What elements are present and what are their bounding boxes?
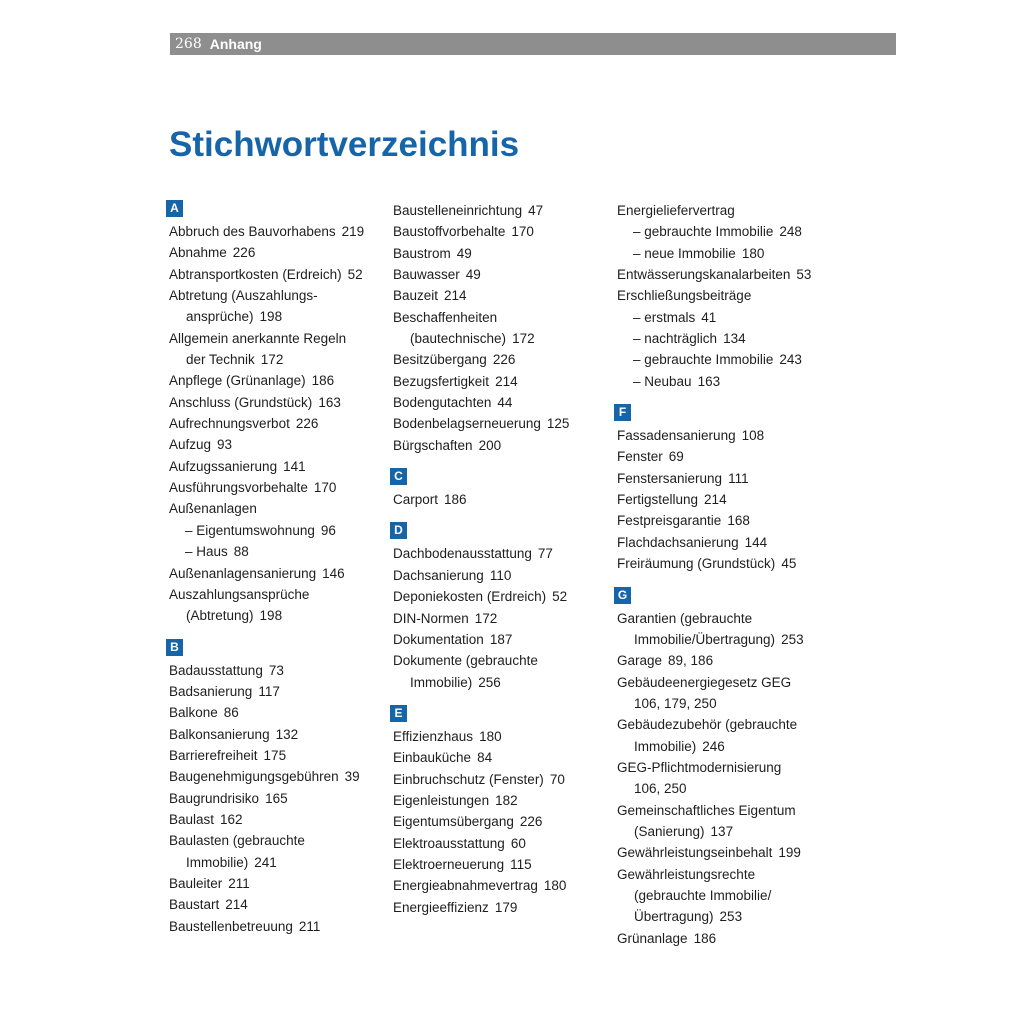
entry-term: Abtretung (Auszahlungs- bbox=[169, 288, 318, 304]
entry-term: Immobilie) bbox=[410, 674, 473, 690]
entry-pages: 39 bbox=[344, 769, 360, 785]
index-entry bbox=[166, 916, 386, 937]
entry-term: Energieabnahmevertrag bbox=[393, 878, 538, 894]
index-entry bbox=[166, 809, 386, 830]
index-entry bbox=[614, 532, 834, 553]
entry-term: Dachsanierung bbox=[393, 567, 484, 583]
index-column-2 bbox=[390, 200, 610, 918]
entry-term: Baugrundrisiko bbox=[169, 790, 260, 806]
entry-pages: 168 bbox=[727, 513, 750, 529]
entry-term: Besitzübergang bbox=[393, 352, 487, 368]
entry-term: Bodengutachten bbox=[393, 395, 492, 411]
index-entry bbox=[166, 221, 386, 242]
entry-term: Abbruch des Bauvorhabens bbox=[169, 224, 336, 239]
entry-term: Außenanlagensanierung bbox=[169, 565, 317, 581]
entry-pages: 241 bbox=[254, 854, 277, 870]
entry-term: der Technik bbox=[186, 352, 255, 368]
entry-pages: 180 bbox=[741, 245, 765, 261]
index-entry bbox=[614, 553, 834, 574]
index-group bbox=[390, 468, 610, 510]
entry-term: Übertragung) bbox=[634, 909, 714, 925]
entry-term: Bezugsfertigkeit bbox=[393, 373, 490, 389]
index-entry bbox=[390, 371, 610, 392]
entry-term: Dokumente (gebrauchte bbox=[393, 653, 538, 669]
entry-term: Garage bbox=[617, 653, 663, 669]
entry-term: GEG-Pflichtmodernisierung bbox=[617, 759, 782, 775]
entry-term: (gebrauchte Immobilie/ bbox=[634, 887, 772, 903]
index-entry bbox=[166, 413, 386, 434]
entry-pages: 77 bbox=[537, 546, 553, 562]
entry-term: Allgemein anerkannte Regeln bbox=[169, 330, 347, 346]
index-entry bbox=[390, 264, 610, 285]
entry-term: (Abtretung) bbox=[186, 608, 254, 624]
index-entry bbox=[614, 693, 834, 714]
index-column-1 bbox=[166, 200, 386, 937]
entry-term: Erschließungsbeiträge bbox=[617, 288, 752, 304]
entry-pages: 187 bbox=[489, 631, 513, 647]
entry-pages: 199 bbox=[778, 845, 801, 861]
entry-pages: 186 bbox=[311, 373, 335, 389]
entry-pages: 179 bbox=[494, 899, 518, 915]
index-entry bbox=[390, 349, 610, 370]
entry-term: Anpflege (Grünanlage) bbox=[169, 373, 306, 389]
entry-pages: 49 bbox=[456, 245, 472, 261]
entry-term: Elektroerneuerung bbox=[393, 856, 505, 872]
index-entry bbox=[390, 811, 610, 832]
index-entry bbox=[390, 854, 610, 875]
entry-pages: 47 bbox=[528, 203, 544, 218]
entry-term: – gebrauchte Immobilie bbox=[633, 352, 774, 368]
entry-pages: 170 bbox=[511, 224, 534, 240]
entry-pages: 108 bbox=[741, 428, 765, 444]
entry-pages: 146 bbox=[322, 565, 345, 581]
entry-pages: 88 bbox=[233, 544, 249, 560]
entry-pages: 41 bbox=[701, 309, 717, 325]
entry-term: Außenanlagen bbox=[169, 501, 257, 517]
entry-pages: 117 bbox=[258, 683, 280, 699]
entry-term: Elektroausstattung bbox=[393, 835, 505, 851]
entry-pages: 44 bbox=[497, 395, 513, 411]
index-entry bbox=[614, 757, 834, 778]
entry-pages: 163 bbox=[318, 394, 341, 410]
index-entry bbox=[390, 413, 610, 434]
entry-term: Aufrechnungsverbot bbox=[169, 416, 290, 432]
entry-pages: 186 bbox=[693, 930, 717, 946]
entry-term: Festpreisgarantie bbox=[617, 513, 722, 529]
entry-term: Gebäudezubehör (gebrauchte bbox=[617, 717, 798, 733]
entry-term: Bürgschaften bbox=[393, 437, 473, 453]
index-entry bbox=[390, 200, 610, 221]
index-entry bbox=[166, 788, 386, 809]
index-entry bbox=[166, 766, 386, 787]
entry-term: Baustellenbetreuung bbox=[169, 918, 293, 934]
entry-pages: 253 bbox=[781, 631, 804, 647]
index-entry bbox=[166, 264, 386, 285]
index-entry bbox=[166, 873, 386, 894]
index-entry bbox=[614, 425, 834, 446]
index-entry bbox=[614, 200, 834, 221]
index-entry bbox=[614, 468, 834, 489]
index-entry bbox=[390, 285, 610, 306]
entry-pages: 52 bbox=[552, 589, 568, 605]
index-entry bbox=[390, 543, 610, 564]
entry-term: Fenster bbox=[617, 449, 663, 465]
index-group bbox=[390, 705, 610, 918]
entry-term: Fenstersanierung bbox=[617, 470, 723, 486]
entry-term: – nachträglich bbox=[633, 331, 718, 347]
index-column-3 bbox=[614, 200, 834, 949]
index-group bbox=[614, 200, 834, 392]
index-entry bbox=[166, 306, 386, 327]
entry-pages: 115 bbox=[510, 856, 532, 872]
entry-pages: 106, 250 bbox=[634, 781, 687, 797]
entry-term: Baulast bbox=[169, 811, 215, 827]
index-entry bbox=[614, 608, 834, 629]
entry-pages: 214 bbox=[444, 288, 467, 304]
entry-pages: 49 bbox=[465, 267, 481, 283]
index-entry bbox=[166, 242, 386, 263]
entry-term: – Eigentumswohnung bbox=[185, 522, 315, 538]
index-entry bbox=[614, 736, 834, 757]
entry-term: Fertigstellung bbox=[617, 492, 699, 508]
entry-term: DIN-Normen bbox=[393, 610, 469, 626]
index-entry bbox=[166, 852, 386, 873]
entry-pages: 144 bbox=[744, 534, 768, 550]
index-entry bbox=[390, 650, 610, 671]
entry-pages: 186 bbox=[444, 492, 467, 508]
entry-term: Garantien (gebrauchte bbox=[617, 610, 753, 626]
entry-term: Baustart bbox=[169, 897, 220, 913]
index-entry bbox=[614, 864, 834, 885]
entry-term: Eigenleistungen bbox=[393, 792, 490, 808]
letter-heading: C bbox=[390, 468, 407, 485]
index-entry bbox=[166, 563, 386, 584]
entry-term: Ausführungsvorbehalte bbox=[169, 480, 308, 496]
entry-pages: 73 bbox=[268, 662, 284, 678]
entry-term: Immobilie/Übertragung) bbox=[634, 631, 776, 647]
entry-term: Baugenehmigungsgebühren bbox=[169, 769, 339, 785]
entry-pages: 60 bbox=[510, 835, 526, 851]
index-entry bbox=[166, 285, 386, 306]
entry-term: Baustoffvorbehalte bbox=[393, 224, 506, 240]
index-entry bbox=[166, 520, 386, 541]
index-entry bbox=[390, 307, 610, 328]
entry-term: Aufzugssanierung bbox=[169, 458, 278, 474]
entry-term: Balkone bbox=[169, 705, 218, 721]
index-entry bbox=[390, 875, 610, 896]
index-group bbox=[390, 200, 610, 456]
entry-term: Baustelleneinrichtung bbox=[393, 203, 523, 218]
entry-term: Fassadensanierung bbox=[617, 428, 736, 444]
entry-pages: 198 bbox=[259, 608, 283, 624]
running-header bbox=[170, 33, 896, 55]
index-entry bbox=[614, 885, 834, 906]
entry-pages: 219 bbox=[341, 224, 365, 239]
entry-pages: 45 bbox=[781, 556, 797, 572]
entry-term: (bautechnische) bbox=[410, 331, 507, 347]
entry-pages: 226 bbox=[519, 814, 543, 830]
entry-term: Energieliefervertrag bbox=[617, 203, 735, 218]
entry-term: Badausstattung bbox=[169, 662, 263, 678]
index-entry bbox=[166, 498, 386, 519]
entry-term: Entwässerungskanalarbeiten bbox=[617, 267, 791, 283]
entry-term: Abtransportkosten (Erdreich) bbox=[169, 266, 342, 282]
entry-pages: 211 bbox=[228, 875, 250, 891]
entry-pages: 170 bbox=[313, 480, 337, 496]
index-group bbox=[390, 522, 610, 692]
entry-pages: 198 bbox=[259, 309, 283, 325]
index-entry bbox=[166, 477, 386, 498]
entry-term: Bauwasser bbox=[393, 267, 460, 283]
letter-heading: G bbox=[614, 587, 631, 604]
entry-pages: 106, 179, 250 bbox=[634, 695, 717, 711]
entry-pages: 248 bbox=[779, 224, 802, 240]
index-entry bbox=[614, 489, 834, 510]
index-entry bbox=[166, 456, 386, 477]
entry-pages: 253 bbox=[719, 909, 743, 925]
index-entry bbox=[166, 681, 386, 702]
entry-pages: 86 bbox=[223, 705, 239, 721]
entry-term: Bauzeit bbox=[393, 288, 439, 304]
index-entry bbox=[614, 928, 834, 949]
letter-heading: B bbox=[166, 639, 183, 656]
index-entry bbox=[614, 821, 834, 842]
entry-pages: 214 bbox=[495, 373, 518, 389]
index-entry bbox=[614, 264, 834, 285]
index-entry bbox=[614, 650, 834, 671]
letter-heading: A bbox=[166, 200, 183, 217]
index-entry bbox=[390, 243, 610, 264]
entry-pages: 93 bbox=[217, 437, 233, 453]
entry-term: Baulasten (gebrauchte bbox=[169, 833, 305, 849]
index-entry bbox=[390, 489, 610, 510]
index-entry bbox=[166, 328, 386, 349]
index-entry bbox=[614, 629, 834, 650]
index-entry bbox=[614, 446, 834, 467]
index-entry bbox=[390, 726, 610, 747]
letter-heading: E bbox=[390, 705, 407, 722]
index-entry bbox=[614, 842, 834, 863]
entry-term: Energieeffizienz bbox=[393, 899, 489, 915]
entry-term: (Sanierung) bbox=[634, 823, 705, 839]
index-entry bbox=[390, 769, 610, 790]
entry-pages: 111 bbox=[728, 470, 749, 486]
index-entry bbox=[166, 830, 386, 851]
index-entry bbox=[390, 833, 610, 854]
entry-pages: 243 bbox=[779, 352, 802, 368]
entry-term: Einbauküche bbox=[393, 750, 472, 766]
index-entry bbox=[614, 672, 834, 693]
index-entry bbox=[614, 285, 834, 306]
index-entry bbox=[390, 897, 610, 918]
entry-pages: 137 bbox=[710, 823, 734, 839]
entry-pages: 256 bbox=[478, 674, 501, 690]
index-entry bbox=[390, 790, 610, 811]
index-entry bbox=[166, 605, 386, 626]
entry-pages: 200 bbox=[478, 437, 502, 453]
index-group bbox=[614, 587, 834, 950]
entry-term: Freiräumung (Grundstück) bbox=[617, 556, 776, 572]
entry-pages: 226 bbox=[232, 245, 256, 261]
index-entry bbox=[614, 778, 834, 799]
index-entry bbox=[390, 392, 610, 413]
index-entry bbox=[614, 349, 834, 370]
entry-pages: 180 bbox=[479, 728, 502, 744]
index-entry bbox=[166, 370, 386, 391]
entry-term: Effizienzhaus bbox=[393, 728, 474, 744]
entry-pages: 132 bbox=[275, 726, 299, 742]
index-entry bbox=[166, 434, 386, 455]
entry-term: Immobilie) bbox=[634, 738, 697, 754]
entry-pages: 175 bbox=[263, 747, 287, 763]
entry-term: Immobilie) bbox=[186, 854, 249, 870]
index-entry bbox=[390, 747, 610, 768]
index-entry bbox=[166, 541, 386, 562]
entry-term: Gemeinschaftliches Eigentum bbox=[617, 802, 796, 818]
index-entry bbox=[166, 584, 386, 605]
entry-pages: 89, 186 bbox=[668, 653, 714, 669]
section-title: Anhang bbox=[209, 36, 262, 52]
entry-pages: 110 bbox=[489, 567, 512, 583]
index-entry bbox=[166, 724, 386, 745]
index-group bbox=[166, 639, 386, 937]
index-entry bbox=[390, 586, 610, 607]
index-entry bbox=[614, 714, 834, 735]
letter-heading: D bbox=[390, 522, 407, 539]
page-title: Stichwortverzeichnis bbox=[169, 125, 520, 164]
index-entry bbox=[390, 221, 610, 242]
entry-pages: 172 bbox=[474, 610, 498, 626]
entry-term: Bauleiter bbox=[169, 875, 223, 891]
index-entry bbox=[390, 629, 610, 650]
entry-pages: 84 bbox=[477, 750, 493, 766]
index-entry bbox=[614, 906, 834, 927]
entry-pages: 246 bbox=[702, 738, 725, 754]
entry-pages: 162 bbox=[220, 811, 243, 827]
entry-term: – neue Immobilie bbox=[633, 245, 736, 261]
entry-pages: 214 bbox=[704, 492, 727, 508]
entry-pages: 172 bbox=[260, 352, 284, 368]
entry-term: Dachbodenausstattung bbox=[393, 546, 532, 562]
entry-pages: 226 bbox=[492, 352, 516, 368]
index-group bbox=[166, 200, 386, 627]
entry-term: Einbruchschutz (Fenster) bbox=[393, 771, 544, 787]
entry-term: Dokumentation bbox=[393, 631, 484, 647]
index-group bbox=[614, 404, 834, 574]
entry-term: – Neubau bbox=[633, 373, 692, 389]
entry-term: Gewährleistungseinbehalt bbox=[617, 845, 773, 861]
index-entry bbox=[614, 800, 834, 821]
page-number: 268 bbox=[175, 36, 202, 52]
entry-pages: 70 bbox=[549, 771, 565, 787]
entry-pages: 172 bbox=[512, 331, 535, 347]
index-entry bbox=[390, 608, 610, 629]
entry-term: Carport bbox=[393, 492, 439, 508]
index-entry bbox=[390, 565, 610, 586]
entry-pages: 52 bbox=[347, 266, 363, 282]
entry-pages: 214 bbox=[225, 897, 248, 913]
entry-pages: 134 bbox=[723, 331, 746, 347]
index-entry bbox=[166, 702, 386, 723]
entry-term: – gebrauchte Immobilie bbox=[633, 224, 774, 240]
index-entry bbox=[390, 328, 610, 349]
entry-term: Abnahme bbox=[169, 245, 227, 261]
index-entry bbox=[390, 435, 610, 456]
index-entry bbox=[166, 660, 386, 681]
entry-term: Beschaffenheiten bbox=[393, 309, 498, 325]
index-entry bbox=[614, 371, 834, 392]
index-entry bbox=[166, 894, 386, 915]
index-entry bbox=[614, 307, 834, 328]
index-entry bbox=[614, 510, 834, 531]
entry-pages: 96 bbox=[320, 522, 336, 538]
entry-pages: 53 bbox=[796, 267, 812, 283]
index-entry bbox=[614, 328, 834, 349]
entry-term: Baustrom bbox=[393, 245, 451, 261]
entry-term: Grünanlage bbox=[617, 930, 688, 946]
entry-pages: 180 bbox=[543, 878, 567, 894]
entry-pages: 125 bbox=[546, 416, 570, 432]
letter-heading: F bbox=[614, 404, 631, 421]
index-entry bbox=[614, 221, 834, 242]
entry-term: Auszahlungsansprüche bbox=[169, 586, 310, 602]
entry-term: ansprüche) bbox=[186, 309, 254, 325]
entry-term: Deponiekosten (Erdreich) bbox=[393, 589, 547, 605]
entry-pages: 165 bbox=[265, 790, 288, 806]
index-entry bbox=[390, 672, 610, 693]
entry-term: Anschluss (Grundstück) bbox=[169, 394, 313, 410]
entry-term: – Haus bbox=[185, 544, 228, 560]
entry-term: Flachdachsanierung bbox=[617, 534, 739, 550]
index-entry bbox=[166, 392, 386, 413]
index-entry bbox=[614, 243, 834, 264]
index-entry bbox=[166, 745, 386, 766]
index-entry bbox=[166, 349, 386, 370]
entry-term: Barrierefreiheit bbox=[169, 747, 258, 763]
entry-pages: 226 bbox=[295, 416, 319, 432]
entry-pages: 141 bbox=[283, 458, 306, 474]
entry-pages: 211 bbox=[298, 918, 321, 934]
entry-term: Badsanierung bbox=[169, 683, 253, 699]
entry-term: Aufzug bbox=[169, 437, 212, 453]
entry-pages: 182 bbox=[495, 792, 518, 808]
entry-term: Gebäudeenergiegesetz GEG bbox=[617, 674, 792, 690]
entry-term: Eigentumsübergang bbox=[393, 814, 514, 830]
entry-term: Balkonsanierung bbox=[169, 726, 270, 742]
entry-pages: 163 bbox=[697, 373, 721, 389]
entry-pages: 69 bbox=[668, 449, 684, 465]
entry-term: – erstmals bbox=[633, 309, 696, 325]
entry-term: Gewährleistungsrechte bbox=[617, 866, 756, 882]
entry-term: Bodenbelagserneuerung bbox=[393, 416, 541, 432]
